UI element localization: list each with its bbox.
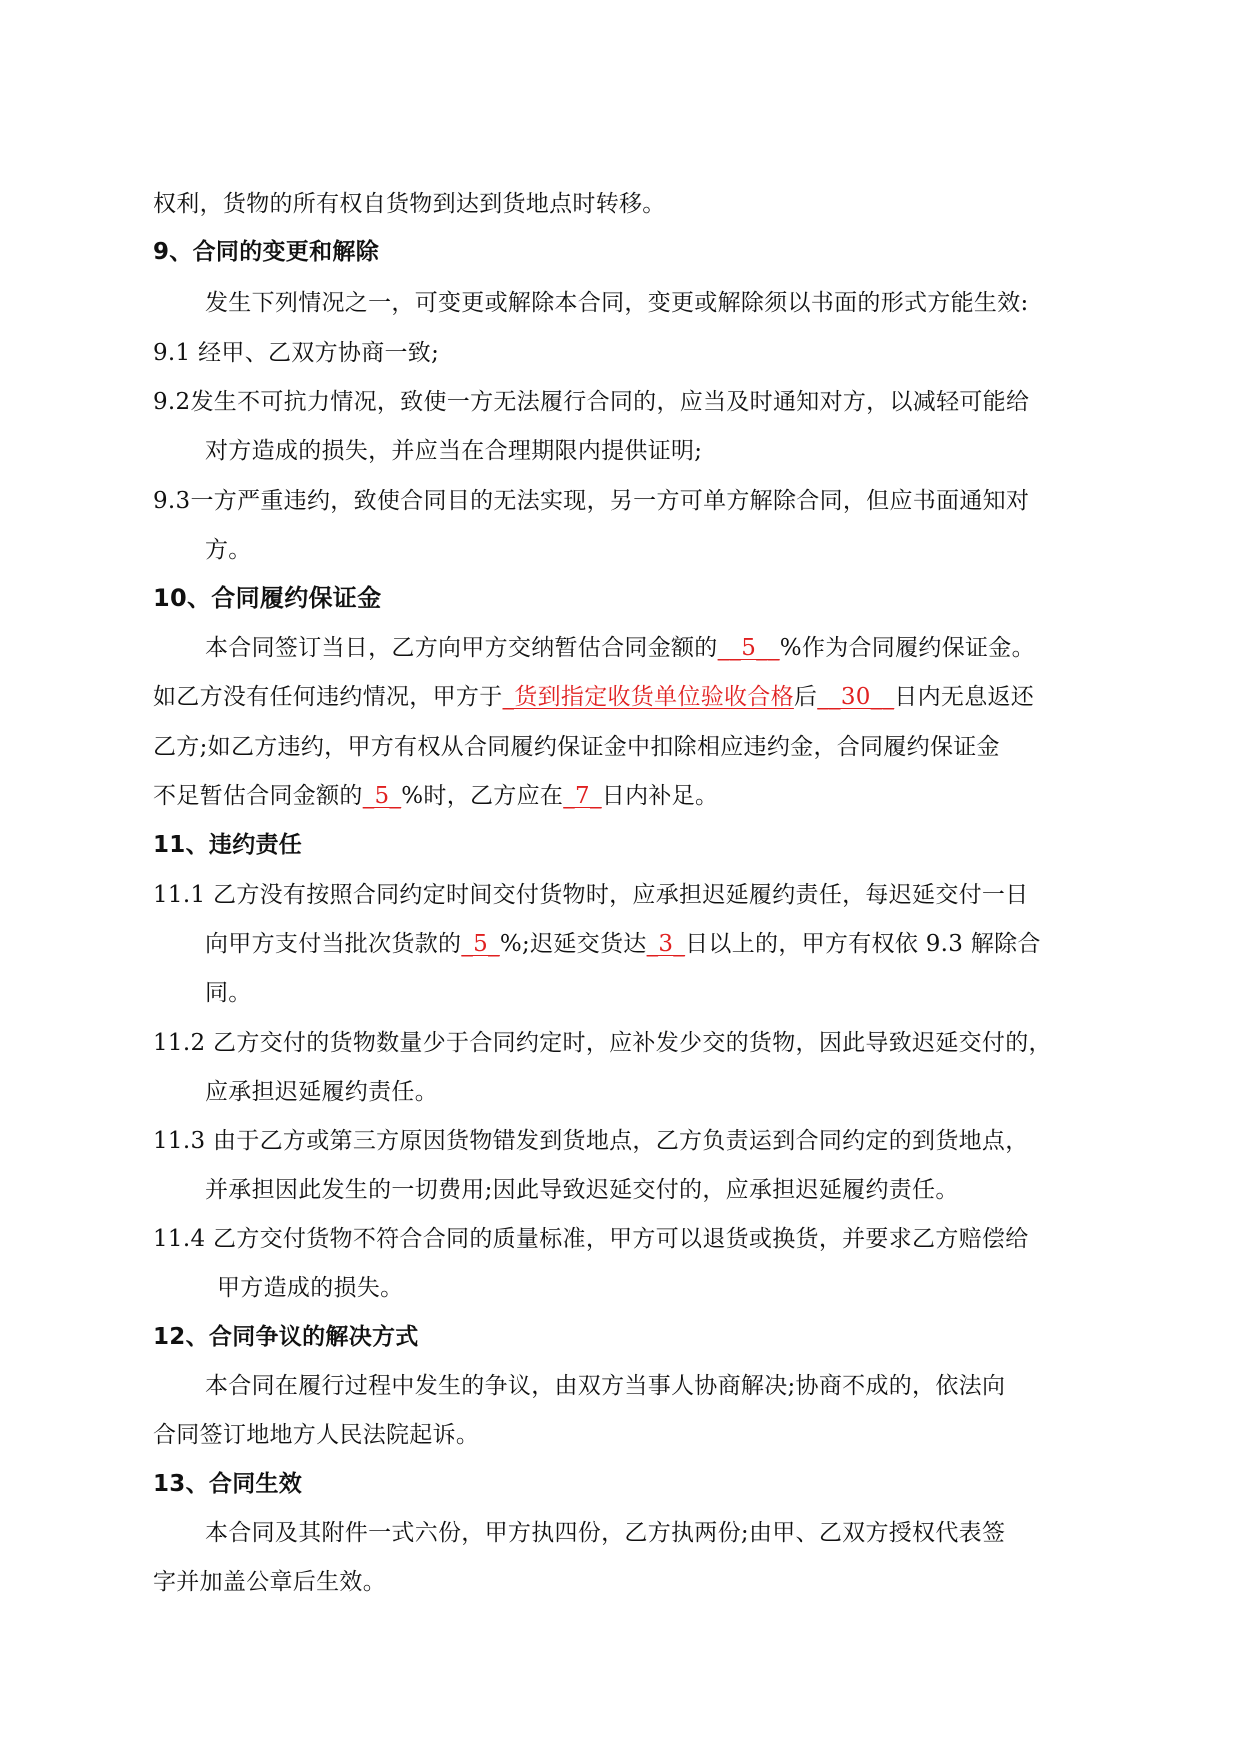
paragraph-line: 本合同在履行过程中发生的争议，由双方当事人协商解决;协商不成的，依法向 (205, 1373, 1006, 1399)
clause-11-4-cont: 甲方造成的损失。 (217, 1275, 404, 1301)
filled-value: _5_ (461, 931, 500, 957)
text: 后 (793, 684, 818, 710)
text: 本合同签订当日，乙方向甲方交纳暂估合同金额的 (205, 635, 718, 661)
paragraph-line: 本合同及其附件一式六份，甲方执四份，乙方执两份;由甲、乙双方授权代表签 (205, 1520, 1006, 1546)
clause-9-1: 9.1 经甲、乙双方协商一致; (153, 340, 440, 366)
section-heading-11: 11、违约责任 (153, 832, 303, 858)
clause-11-2-cont: 应承担迟延履约责任。 (205, 1079, 438, 1105)
section-heading-13: 13、合同生效 (153, 1471, 303, 1497)
paragraph-line (205, 632, 1035, 664)
paragraph-line: 合同签订地地方人民法院起诉。 (153, 1422, 480, 1448)
paragraph-line: 发生下列情况之一，可变更或解除本合同，变更或解除须以书面的形式方能生效: (205, 290, 1029, 316)
paragraph-line (153, 780, 718, 812)
filled-value: _3_ (646, 931, 686, 957)
paragraph-line: 字并加盖公章后生效。 (153, 1569, 386, 1595)
filled-value: __30__ (817, 684, 895, 710)
clause-9-3-cont: 方。 (205, 537, 252, 563)
clause-9-3: 9.3一方严重违约，致使合同目的无法实现，另一方可单方解除合同，但应书面通知对 (153, 488, 1030, 514)
clause-9-2: 9.2发生不可抗力情况，致使一方无法履行合同的，应当及时通知对方，以减轻可能给 (153, 389, 1030, 415)
text: 向甲方支付当批次货款的 (205, 931, 462, 957)
clause-11-4: 11.4 乙方交付货物不符合合同的质量标准，甲方可以退货或换货，并要求乙方赔偿给 (153, 1226, 1029, 1252)
clause-11-3: 11.3 由于乙方或第三方原因货物错发到货地点，乙方负责运到合同约定的到货地点， (153, 1128, 1029, 1154)
clause-11-1-cont: 同。 (205, 980, 252, 1006)
text: 不足暂估合同金额的 (153, 783, 363, 809)
section-heading-9: 9、合同的变更和解除 (153, 239, 380, 265)
text: %时，乙方应在 (401, 783, 564, 809)
section-heading-12: 12、合同争议的解决方式 (153, 1324, 419, 1350)
filled-value: _7_ (563, 783, 602, 809)
text: 如乙方没有任何违约情况，甲方于 (153, 684, 503, 710)
paragraph-line (153, 681, 1034, 713)
text: %;迟延交货达 (499, 931, 647, 957)
text: 日内无息返还 (894, 684, 1035, 710)
clause-9-2-cont: 对方造成的损失，并应当在合理期限内提供证明; (205, 438, 703, 464)
text: %作为合同履约保证金。 (779, 635, 1035, 661)
clause-11-3-cont: 并承担因此发生的一切费用;因此导致迟延交付的，应承担迟延履约责任。 (205, 1177, 959, 1203)
section-heading-10: 10、合同履约保证金 (153, 584, 382, 612)
text-line: 权利，货物的所有权自货物到达到货地点时转移。 (153, 191, 666, 217)
paragraph-line: 乙方;如乙方违约，甲方有权从合同履约保证金中扣除相应违约金，合同履约保证金 (153, 734, 1000, 760)
filled-value: __5__ (717, 635, 780, 661)
clause-11-1: 11.1 乙方没有按照合同约定时间交付货物时，应承担迟延履约责任，每迟延交付一日 (153, 882, 1029, 908)
text: 日内补足。 (601, 783, 719, 809)
clause-11-2: 11.2 乙方交付的货物数量少于合同约定时，应补发少交的货物，因此导致迟延交付的， (153, 1030, 1052, 1056)
filled-value: _5_ (362, 783, 402, 809)
text: 日以上的，甲方有权依 9.3 解除合 (685, 931, 1041, 957)
filled-value: _货到指定收货单位验收合格 (502, 684, 794, 710)
clause-11-1-cont (205, 928, 1041, 960)
